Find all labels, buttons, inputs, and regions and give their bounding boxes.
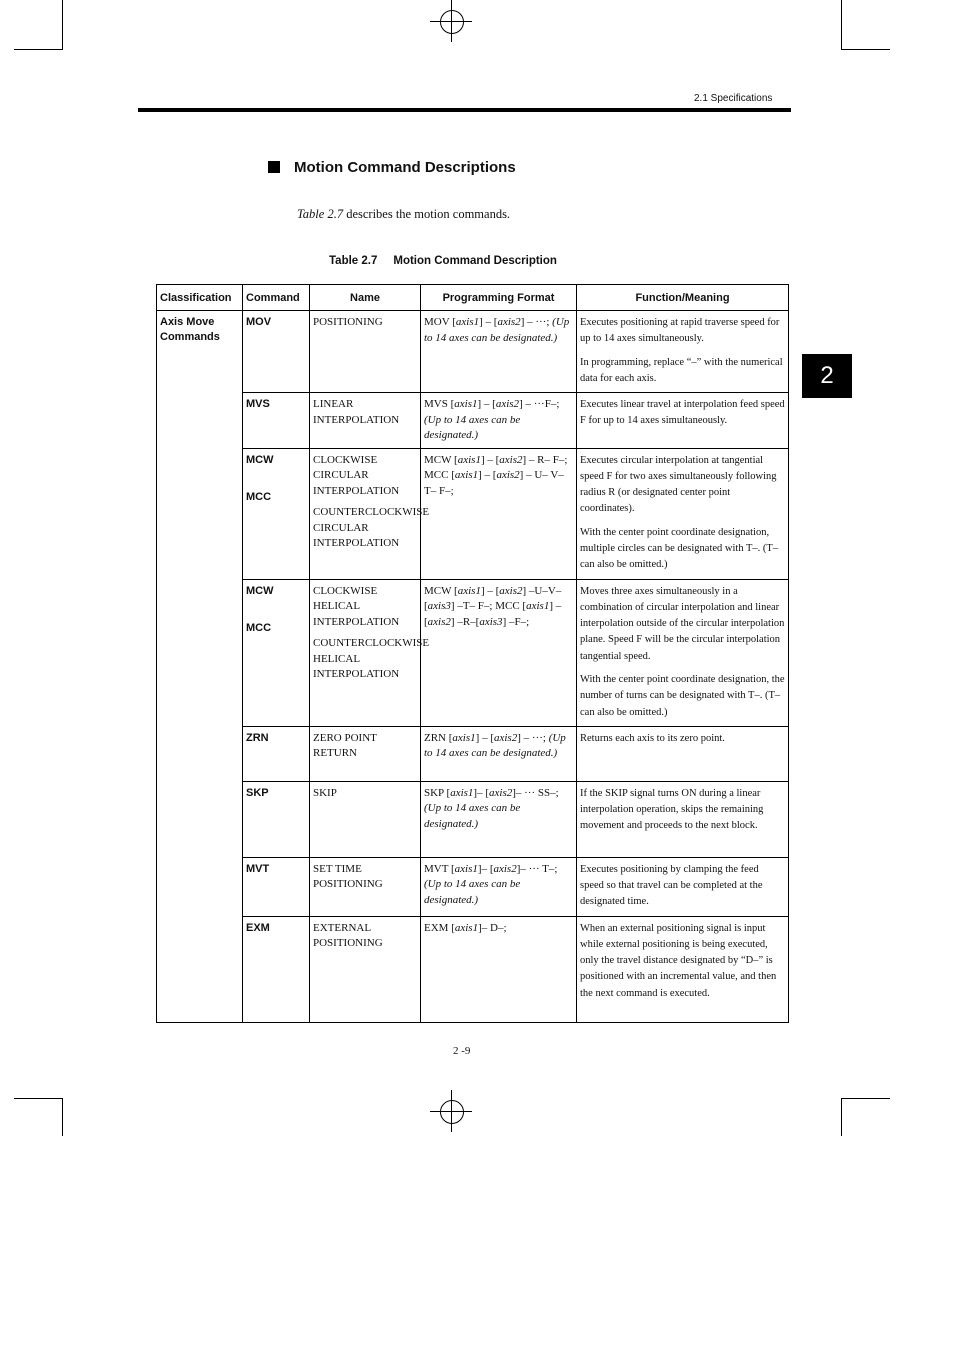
format-segment: axis1 <box>526 600 550 612</box>
command-name: SET TIME POSITIONING <box>313 862 383 890</box>
format-segment: ]– [ <box>473 786 489 799</box>
chapter-tab-number: 2 <box>820 362 834 389</box>
format-segment: MOV [ <box>424 316 456 328</box>
programming-format-cell <box>421 781 577 857</box>
section-heading <box>268 159 516 176</box>
name-cell <box>310 448 430 579</box>
format-segment: axis2 <box>493 862 517 875</box>
format-segment: axis1 <box>457 584 481 597</box>
function-cell <box>577 916 789 1022</box>
format-segment: axis1 <box>454 862 478 875</box>
command-cell <box>243 311 310 393</box>
name-cell <box>310 726 421 781</box>
format-segment: ] –U–V–[ <box>424 584 562 612</box>
format-segment: ] –T– F–; MCC [ <box>450 600 527 612</box>
format-segment: (Up to 14 axes can be designated.) <box>424 731 566 759</box>
command-code: MCW <box>246 453 274 466</box>
table-header-row <box>157 285 789 311</box>
header-name: Name <box>310 285 421 311</box>
function-text: When an external positioning signal is input while external positioning is being executed, only the travel distance designated by “D–” is positioned with an incremental value, and then the next command is executed. <box>580 922 777 999</box>
command-name: CLOCKWISE CIRCULAR INTERPOLATION <box>313 453 400 497</box>
format-segment: ] – R– F–; MCC [ <box>424 453 568 481</box>
format-segment: ] – [ <box>478 469 497 481</box>
classification-label: Axis Move Commands <box>160 316 220 343</box>
function-text: Executes positioning by clamping the feed speed so that travel can be completed at the designated time. <box>580 863 763 908</box>
programming-format-cell <box>421 311 577 393</box>
format-segment: axis1 <box>454 398 478 410</box>
function-text: Executes positioning at rapid traverse speed for up to 14 axes simultaneously. <box>580 317 780 345</box>
format-segment: axis1 <box>457 453 481 466</box>
format-segment: MCW [ <box>424 453 458 466</box>
command-name: EXTERNAL POSITIONING <box>313 921 383 949</box>
format-segment: ] – [ <box>479 316 498 328</box>
page-number: 2 -9 <box>453 1045 471 1057</box>
function-cell <box>577 393 789 449</box>
format-segment: ] – [ <box>424 600 562 628</box>
command-name: CLOCKWISE HELICAL INTERPOLATION <box>313 584 400 628</box>
format-segment: axis2 <box>499 584 523 597</box>
command-name: ZERO POINT RETURN <box>313 731 377 759</box>
header-function-meaning: Function/Meaning <box>577 285 789 311</box>
format-segment: ] –F–; <box>502 615 530 628</box>
format-segment: MCW [ <box>424 584 458 597</box>
header-programming-format: Programming Format <box>421 285 577 311</box>
name-cell <box>310 857 421 916</box>
square-bullet-icon <box>268 161 280 173</box>
command-code: MOV <box>246 316 272 328</box>
table-caption-number: Table 2.7 <box>329 255 378 267</box>
name-cell <box>310 916 421 1022</box>
format-segment: (Up to 14 axes can be designated.) <box>424 878 521 906</box>
format-segment: ] – ···; <box>517 731 546 744</box>
header-command: Command <box>243 285 310 311</box>
command-name: SKIP <box>313 786 337 799</box>
command-cell <box>243 579 310 726</box>
command-code: MCW <box>246 584 274 597</box>
format-segment: axis1 <box>454 469 479 481</box>
function-cell <box>577 579 789 726</box>
programming-format-cell <box>421 916 577 1022</box>
format-segment: ] – U– V– T– F–; <box>424 469 564 497</box>
name-cell <box>310 311 421 393</box>
table-caption-title: Motion Command Description <box>393 255 557 267</box>
format-segment: SKP [ <box>424 786 451 799</box>
name-cell <box>310 393 421 449</box>
format-segment: MVS [ <box>424 398 455 410</box>
intro-text: describes the motion commands. <box>343 207 511 221</box>
table-row <box>157 857 789 916</box>
format-segment: axis2 <box>489 786 513 799</box>
command-code-alt: MCC <box>246 621 272 634</box>
table-row <box>157 311 789 393</box>
programming-format-cell <box>421 726 577 781</box>
function-cell <box>577 781 789 857</box>
table-row <box>157 393 789 449</box>
format-segment: ]– [ <box>477 862 494 875</box>
format-segment: ] – [ <box>477 398 496 410</box>
format-segment: ] – [ <box>475 731 494 744</box>
format-segment: axis2 <box>493 731 518 744</box>
command-cell <box>243 393 310 449</box>
command-code-alt: MCC <box>246 490 272 503</box>
format-segment: ] –R–[ <box>450 615 480 628</box>
command-name-alt: COUNTERCLOCKWISE HELICAL INTERPOLATION <box>313 637 430 680</box>
programming-format-cell <box>421 579 577 726</box>
command-code: SKP <box>246 786 269 799</box>
table-reference: Table 2.7 <box>297 207 344 221</box>
classification-cell <box>157 311 243 1023</box>
format-segment: axis1 <box>450 786 474 799</box>
format-segment: ] – ···; <box>520 316 550 328</box>
chapter-tab <box>802 354 852 398</box>
format-segment: ] – [ <box>480 584 500 597</box>
command-name: POSITIONING <box>313 316 383 328</box>
format-segment: (Up to 14 axes can be designated.) <box>424 316 570 344</box>
command-code: MVS <box>246 398 270 410</box>
command-cell <box>243 726 310 781</box>
function-text-note: With the center point coordinate designation, the number of turns can be designated with T–. (T– can also be omitted.) <box>580 673 785 718</box>
format-segment: axis2 <box>497 316 521 328</box>
format-segment: ]– D–; <box>478 921 507 934</box>
format-segment: axis1 <box>455 316 480 328</box>
name-cell <box>310 579 430 726</box>
table-row <box>157 726 789 781</box>
running-header: 2.1 Specifications <box>694 93 773 104</box>
table-row <box>157 916 789 1022</box>
table-row <box>157 781 789 857</box>
function-text: Returns each axis to its zero point. <box>580 732 725 744</box>
format-segment: ] – ···F–; <box>519 398 560 410</box>
command-cell <box>243 916 310 1022</box>
command-code: ZRN <box>246 731 269 744</box>
table-row <box>157 579 789 726</box>
function-cell <box>577 726 789 781</box>
format-segment: (Up to 14 axes can be designated.) <box>424 413 521 441</box>
function-cell <box>577 311 789 393</box>
table-row <box>157 448 789 579</box>
format-segment: ]– ··· SS–; <box>512 786 559 799</box>
command-name: LINEAR INTERPOLATION <box>313 398 400 426</box>
format-segment: axis2 <box>427 615 451 628</box>
command-code: EXM <box>246 921 270 934</box>
format-segment: axis3 <box>427 600 451 612</box>
format-segment: axis3 <box>479 615 503 628</box>
format-segment: (Up to 14 axes can be designated.) <box>424 802 521 830</box>
motion-command-table <box>156 284 789 1023</box>
format-segment: MVT [ <box>424 862 455 875</box>
format-segment: EXM [ <box>424 921 455 934</box>
command-name-alt: COUNTERCLOCKWISE CIRCULAR INTERPOLATION <box>313 506 430 549</box>
format-segment: axis1 <box>452 731 476 744</box>
command-cell <box>243 857 310 916</box>
format-segment: ZRN [ <box>424 731 453 744</box>
header-rule <box>138 108 791 112</box>
section-title: Motion Command Descriptions <box>294 159 516 176</box>
function-text-note: With the center point coordinate designation, multiple circles can be designated with T–. (T– can also be omitted.) <box>580 526 779 571</box>
command-cell <box>243 781 310 857</box>
function-text: Executes circular interpolation at tangential speed F for two axes simultaneously following radius R (or designated center point coordinates). <box>580 454 777 515</box>
programming-format-cell <box>421 857 577 916</box>
format-segment: ] – [ <box>480 453 500 466</box>
function-cell <box>577 857 789 916</box>
intro-paragraph <box>297 207 510 222</box>
format-segment: axis2 <box>495 398 520 410</box>
function-text: If the SKIP signal turns ON during a linear interpolation operation, skips the remaining movement and proceeds to the next block. <box>580 787 764 832</box>
table-caption <box>329 255 557 267</box>
format-segment: axis1 <box>454 921 479 934</box>
function-text: Executes linear travel at interpolation feed speed F for up to 14 axes simultaneously. <box>580 399 785 427</box>
format-segment: axis2 <box>496 469 520 481</box>
header-classification: Classification <box>157 285 243 311</box>
format-segment: ]– ··· T–; <box>516 862 558 875</box>
programming-format-cell <box>421 448 577 579</box>
function-cell <box>577 448 789 579</box>
name-cell <box>310 781 421 857</box>
command-code: MVT <box>246 862 270 875</box>
programming-format-cell <box>421 393 577 449</box>
command-cell <box>243 448 310 579</box>
function-text-note: In programming, replace “–” with the numerical data for each axis. <box>580 356 783 384</box>
function-text: Moves three axes simultaneously in a combination of circular interpolation and linear interpolation outside of the circular interpolation plane. Speed F will be the circular interpolation tangential speed. <box>580 585 785 662</box>
format-segment: axis2 <box>499 453 523 466</box>
